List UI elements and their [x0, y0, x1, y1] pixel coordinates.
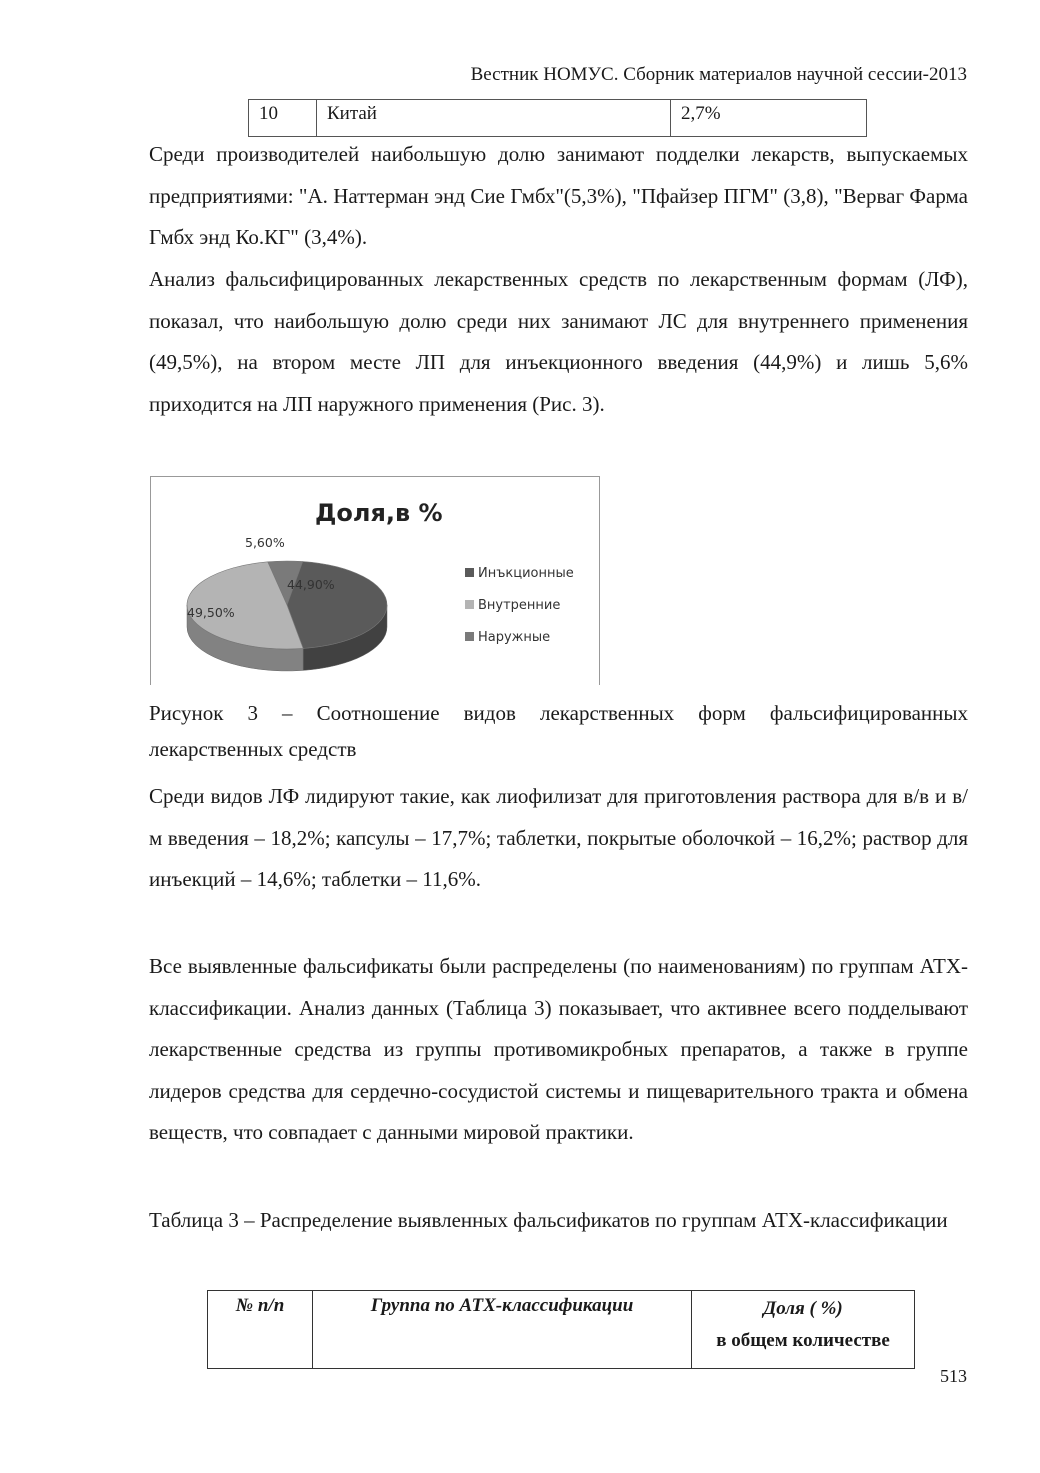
legend-swatch-0: [465, 568, 474, 577]
legend-swatch-2: [465, 632, 474, 641]
paragraph-manufacturers: Среди производителей наибольшую долю занимают подделки лекарств, выпускаемых предприятиями: "А. Наттерман энд Сие Гмбх"(5,3%), "Пфайзер ПГМ" (3,8), "Верваг Фарма Гмбх энд Ко.КГ" (3,4%).: [149, 142, 968, 249]
data-label-1: 49,50%: [187, 605, 235, 620]
table-3-col-number: № п/п: [208, 1291, 313, 1369]
chart-legend: [465, 566, 574, 645]
legend-entry-1: Внутренние: [478, 598, 561, 613]
pie-chart: [150, 476, 600, 685]
table-3-col-share-line1: Доля ( %): [763, 1298, 843, 1319]
table-3-col-share: [692, 1291, 915, 1369]
legend-swatch-1: [465, 600, 474, 609]
paragraph-leading-forms: Среди видов ЛФ лидируют такие, как лиофилизат для приготовления раствора для в/в и в/м введения – 18,2%; капсулы – 17,7%; таблетки, покрытые оболочкой – 16,2%; раствор для инъекций – 14,6%; таблетки – 11,6%.: [149, 784, 968, 891]
data-label-2: 5,60%: [245, 535, 285, 550]
country-share: 2,7%: [671, 100, 867, 137]
journal-header: Вестник НОМУС. Сборник материалов научной сессии-2013: [470, 64, 967, 85]
table-3-col-share-line2: в общем количестве: [716, 1330, 890, 1351]
country-table-row: [248, 99, 867, 137]
figure-caption: Рисунок 3 – Соотношение видов лекарственных форм фальсифицированных лекарственных средств: [149, 701, 968, 761]
legend-entry-0: Инъкционные: [478, 566, 574, 581]
table-3: [207, 1290, 915, 1369]
paragraph-dosage-forms: Анализ фальсифицированных лекарственных средств по лекарственным формам (ЛФ), показал, что наибольшую долю среди них занимают ЛС для внутреннего применения (49,5%), на втором месте ЛП для инъекционного введения (44,9%) и лишь 5,6% приходится на ЛП наружного применения (Рис. 3).: [149, 267, 968, 416]
legend-entry-2: Наружные: [478, 630, 551, 645]
page-number: 513: [940, 1366, 967, 1386]
pie-chart-svg: [151, 477, 599, 685]
paragraph-atc-analysis: Все выявленные фальсификаты были распределены (по наименованиям) по группам АТХ-классификации. Анализ данных (Таблица 3) показывает, что активнее всего подделывают лекарственные средства из группы противомикробных препаратов, а также в группе лидеров средства для сердечно-сосудистой системы и пищеварительного тракта и обмена веществ, что совпадает с данными мировой практики.: [149, 954, 968, 1144]
table-3-col-group: Группа по АТХ-классификации: [313, 1291, 692, 1369]
data-label-0: 44,90%: [287, 577, 335, 592]
country-name: Китай: [317, 100, 671, 137]
chart-title: Доля,в %: [315, 499, 443, 527]
table-3-title: Таблица 3 – Распределение выявленных фальсификатов по группам АТХ-классификации: [149, 1208, 948, 1232]
row-number: 10: [249, 100, 317, 137]
